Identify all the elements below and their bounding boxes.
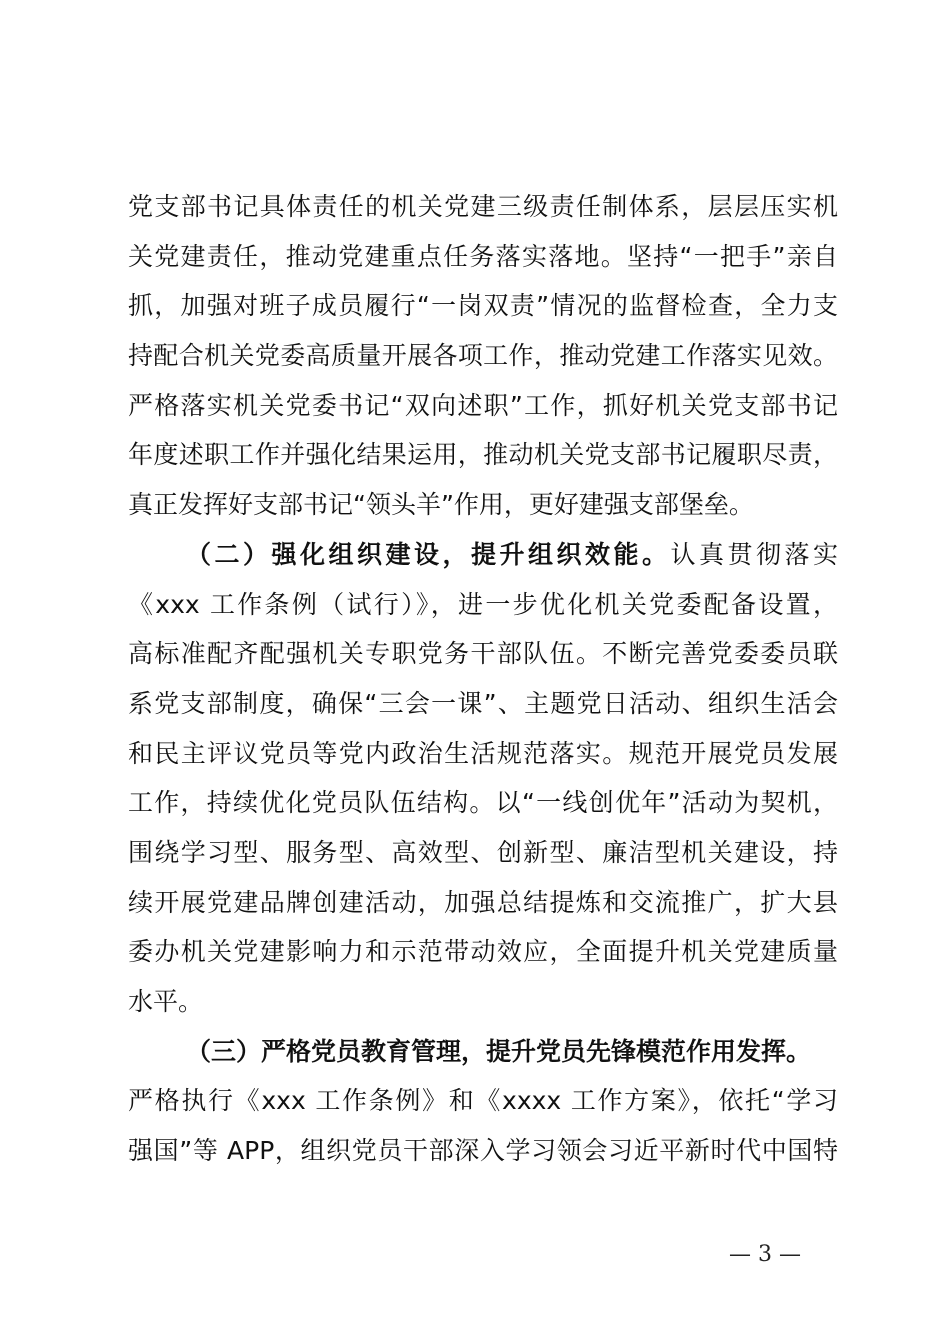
- section-heading-line: [128, 1027, 838, 1077]
- line-text: 持配合机关党委高质量开展各项工作，推动党建工作落实见效。: [128, 341, 838, 371]
- line-text: 系党支部制度，确保“三会一课”、主题党日活动、组织生活会: [128, 688, 838, 718]
- text-line: [128, 232, 838, 282]
- text-line: [128, 927, 838, 977]
- line-text: 《xxx 工作条例（试行）》，进一步优化机关党委配备设置，: [128, 589, 838, 619]
- line-text: 认真贯彻落实: [670, 539, 838, 569]
- line-text: 年度述职工作并强化结果运用，推动机关党支部书记履职尽责，: [128, 440, 838, 470]
- text-line: [128, 878, 838, 928]
- section-heading: （三）严格党员教育管理，提升党员先锋模范作用发挥。: [186, 1036, 812, 1066]
- text-line: [128, 480, 838, 530]
- text-line: [128, 580, 838, 630]
- text-line: [128, 331, 838, 381]
- line-text: 党支部书记具体责任的机关党建三级责任制体系，层层压实机: [128, 192, 838, 221]
- text-line: [128, 629, 838, 679]
- line-text: 关党建责任，推动党建重点任务落实落地。坚持“一把手”亲自: [128, 241, 838, 271]
- text-line: [128, 1126, 838, 1176]
- text-line: [128, 977, 838, 1027]
- text-line: [128, 729, 838, 779]
- body-text: [128, 182, 838, 1176]
- line-text: 工作，持续优化党员队伍结构。以“一线创优年”活动为契机，: [128, 788, 838, 818]
- text-line: [128, 381, 838, 431]
- text-line: [128, 828, 838, 878]
- section-heading-line: [128, 530, 838, 580]
- line-text: 和民主评议党员等党内政治生活规范落实。规范开展党员发展: [128, 738, 838, 768]
- line-text: 围绕学习型、服务型、高效型、创新型、廉洁型机关建设，持: [128, 837, 838, 867]
- text-line: [128, 182, 838, 232]
- text-line: [128, 679, 838, 729]
- page-number: — 3 —: [729, 1242, 801, 1267]
- text-line: [128, 778, 838, 828]
- text-line: [128, 430, 838, 480]
- line-text: 委办机关党建影响力和示范带动效应，全面提升机关党建质量: [128, 937, 838, 967]
- line-text: 严格执行《xxx 工作条例》和《xxxx 工作方案》，依托“学习: [128, 1086, 838, 1116]
- line-text: 高标准配齐配强机关专职党务干部队伍。不断完善党委委员联: [128, 639, 838, 669]
- line-text: 水平。: [128, 987, 204, 1016]
- line-text: 强国”等 APP，组织党员干部深入学习领会习近平新时代中国特: [128, 1136, 838, 1166]
- line-text: 抓，加强对班子成员履行“一岗双责”情况的监督检查，全力支: [128, 291, 838, 321]
- line-text: 真正发挥好支部书记“领头羊”作用，更好建强支部堡垒。: [128, 490, 754, 520]
- section-heading: （二）强化组织建设，提升组织效能。: [186, 539, 671, 569]
- line-text: 续开展党建品牌创建活动，加强总结提炼和交流推广，扩大县: [128, 887, 838, 917]
- text-line: [128, 1076, 838, 1126]
- text-line: [128, 281, 838, 331]
- line-text: 严格落实机关党委书记“双向述职”工作，抓好机关党支部书记: [128, 390, 838, 420]
